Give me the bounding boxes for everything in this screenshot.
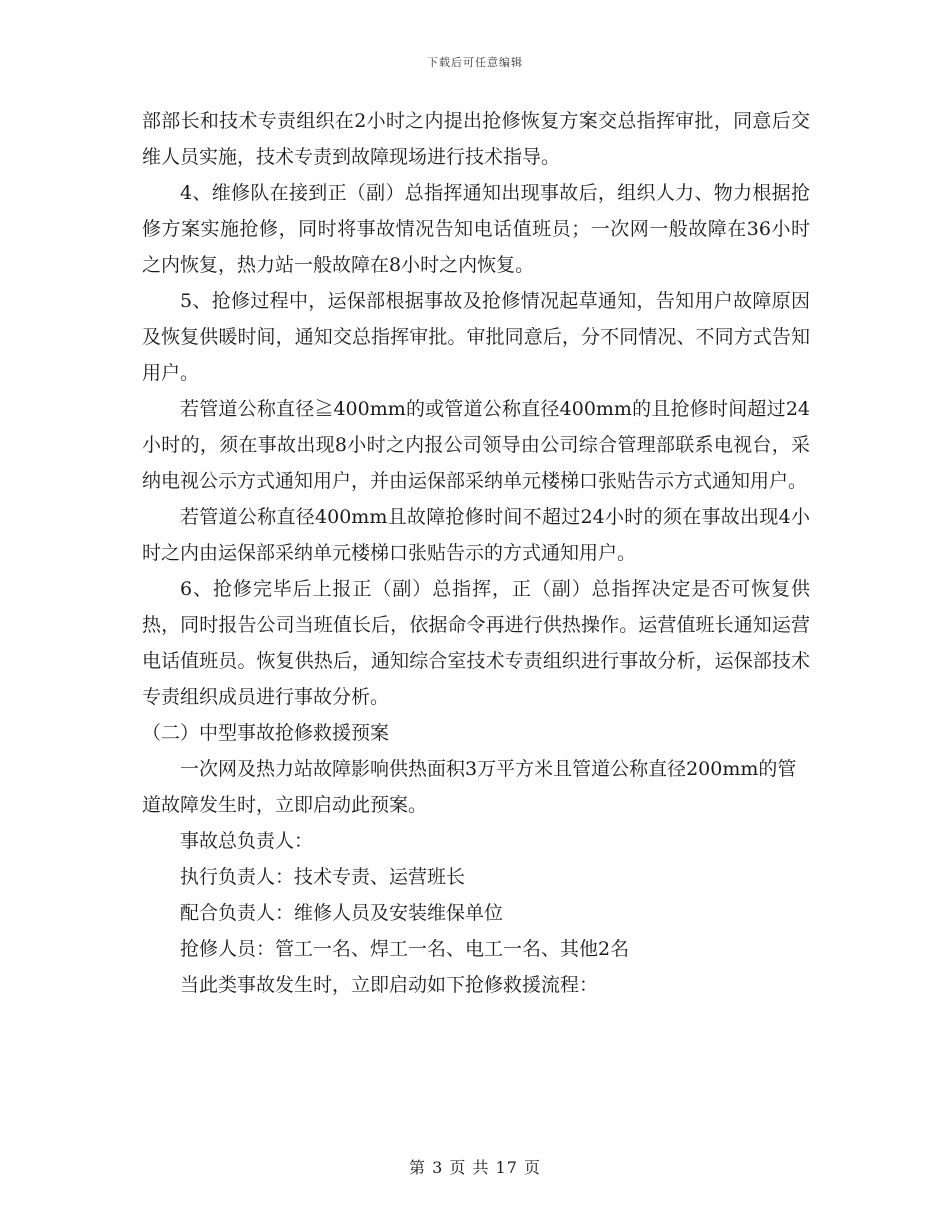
page-number: 第 3 页 共 17 页 — [409, 1158, 541, 1177]
paragraph-plan-trigger: 一次网及热力站故障影响供热面积3万平方米且管道公称直径200mm的管道故障发生时，立即启动此预案。 — [142, 758, 797, 816]
page-header-note: 下载后可任意编辑 — [427, 56, 523, 69]
paragraph-step-4: 4、维修队在接到正（副）总指挥通知出现事故后，组织人力、物力根据抢修方案实施抢修，同时将事故情况告知电话值班员；一次网一般故障在36小时之内恢复，热力站一般故障在8小时之内恢复。 — [142, 182, 810, 276]
paragraph-cooperating-responsible: 配合负责人：维修人员及安装维保单位 — [180, 902, 504, 924]
section-heading-medium-accident: （二）中型事故抢修救援预案 — [142, 722, 390, 744]
paragraph-continuation: 部部长和技术专责组织在2小时之内提出抢修恢复方案交总指挥审批，同意后交维人员实施，技术专责到故障现场进行技术指导。 — [142, 110, 810, 168]
document-body — [142, 103, 810, 1003]
paragraph-executive-responsible: 执行负责人：技术专责、运营班长 — [180, 866, 466, 888]
paragraph-step-5: 5、抢修过程中，运保部根据事故及抢修情况起草通知，告知用户故障原因及恢复供暖时间，通知交总指挥审批。审批同意后，分不同情况、不同方式告知用户。 — [142, 290, 810, 384]
paragraph-diameter-400: 若管道公称直径400mm且故障抢修时间不超过24小时的须在事故出现4小时之内由运保部采纳单元楼梯口张贴告示的方式通知用户。 — [142, 506, 810, 564]
paragraph-repair-personnel: 抢修人员：管工一名、焊工一名、电工一名、其他2名 — [180, 938, 630, 960]
paragraph-chief-responsible: 事故总负责人： — [180, 830, 314, 852]
paragraph-procedure-intro: 当此类事故发生时，立即启动如下抢修救援流程： — [180, 974, 599, 996]
paragraph-step-6: 6、抢修完毕后上报正（副）总指挥，正（副）总指挥决定是否可恢复供热，同时报告公司当班值长后，依据命令再进行供热操作。运营值班长通知运营电话值班员。恢复供热后，通知综合室技术专责组织进行事故分析，运保部技术专责组织成员进行事故分析。 — [142, 578, 810, 708]
paragraph-diameter-over-400: 若管道公称直径≧400mm的或管道公称直径400mm的且抢修时间超过24小时的，须在事故出现8小时之内报公司领导由公司综合管理部联系电视台，采纳电视公示方式通知用户，并由运保部采纳单元楼梯口张贴告示方式通知用户。 — [142, 398, 810, 492]
